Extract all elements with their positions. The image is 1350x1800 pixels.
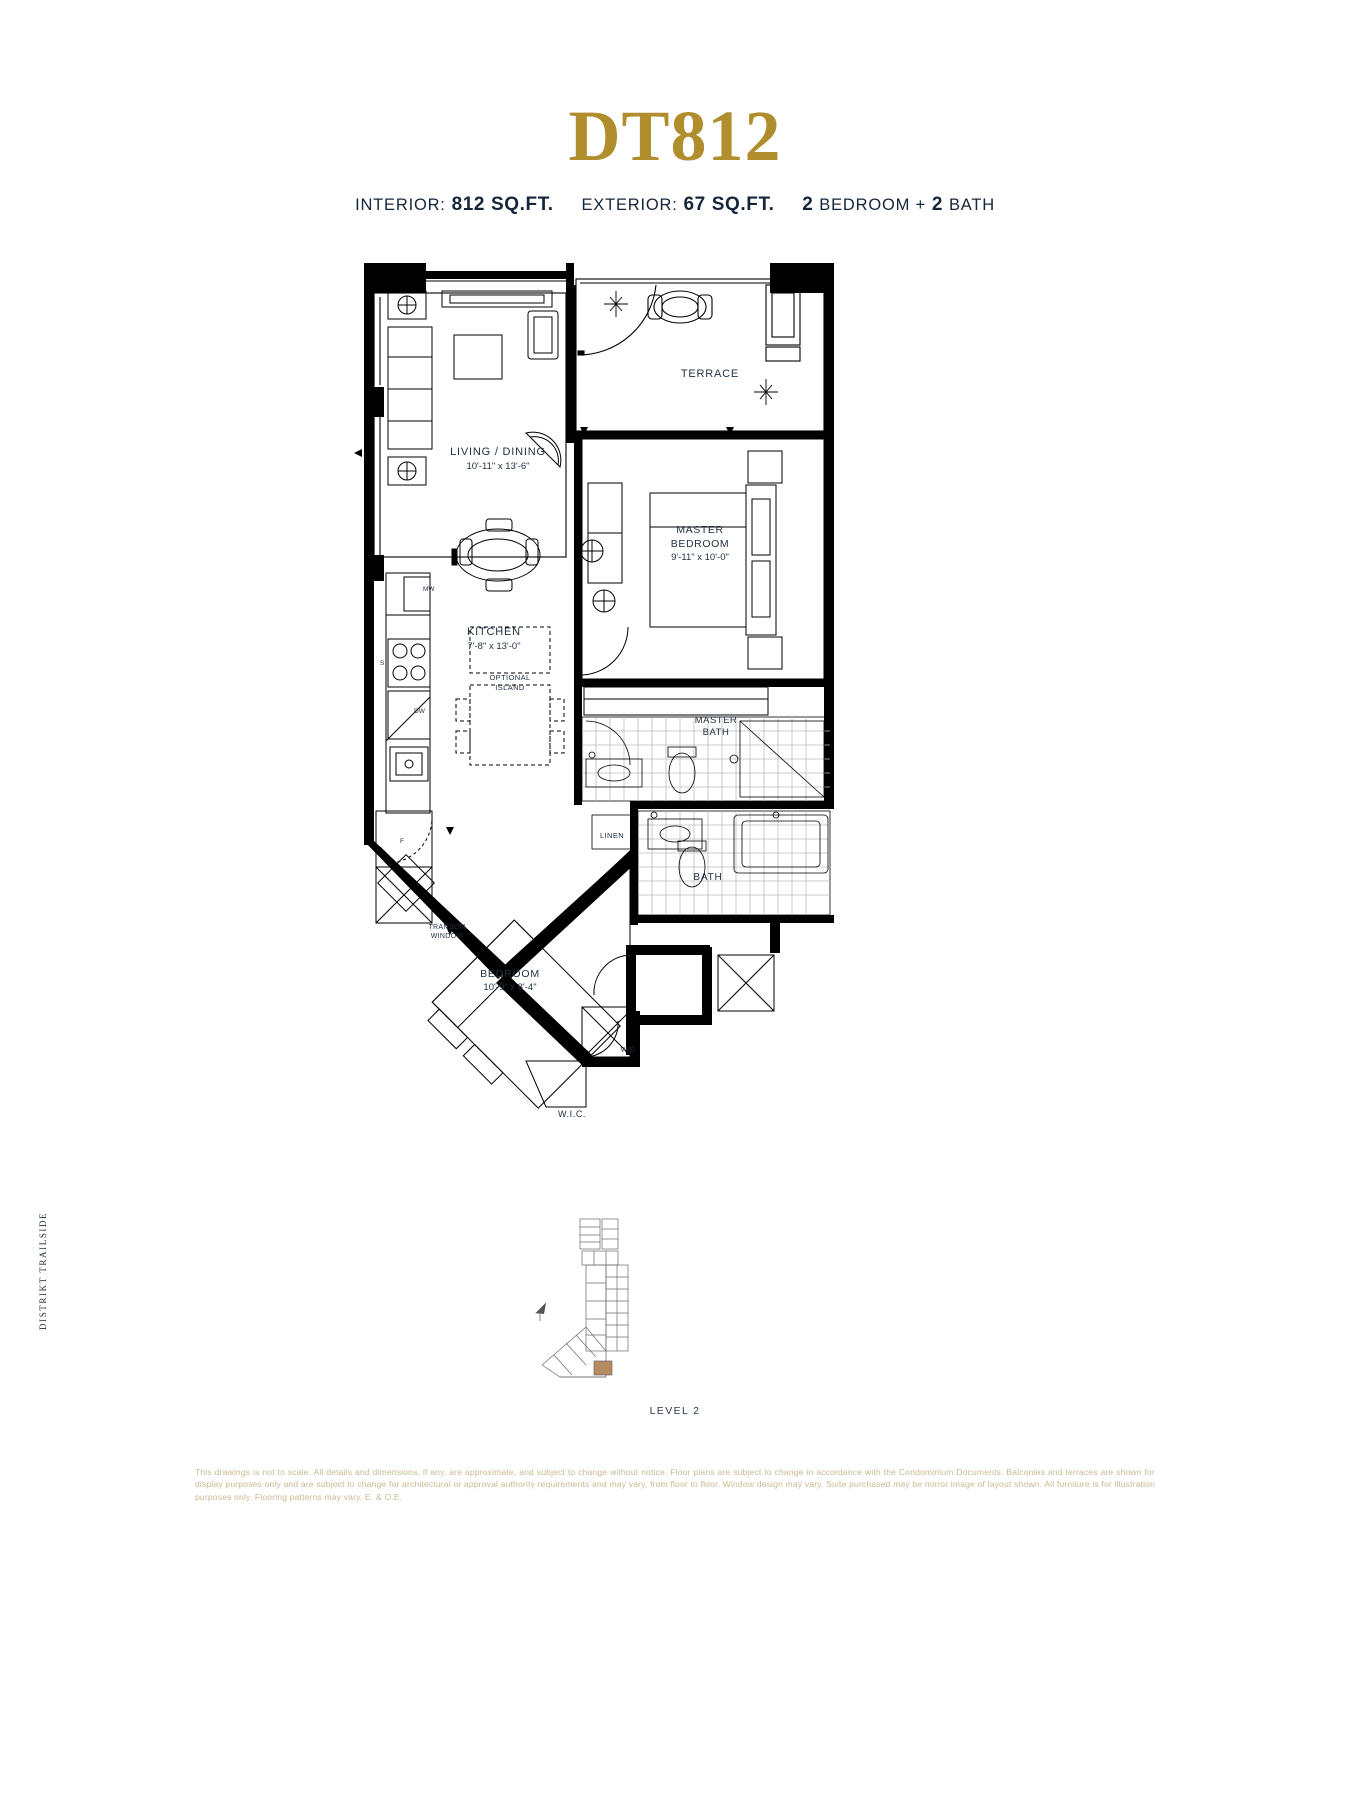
brand-wordmark: DISTRIKT TRAILSIDE	[38, 1211, 48, 1330]
room-dims-bedroom: 10'-9" x 8'-4"	[483, 982, 537, 993]
interior-value: 812 SQ.FT.	[451, 194, 554, 215]
room-label-washer-dryer: W/D	[620, 1047, 636, 1054]
room-label-transom-window: TRANSOM	[428, 924, 466, 931]
interior-label: INTERIOR:	[355, 196, 446, 214]
room-label-master-bedroom-2: BEDROOM	[670, 538, 730, 550]
bath-count: 2	[931, 194, 944, 215]
room-label-master-bedroom: MASTER	[676, 524, 724, 536]
room-label-kitchen: KITCHEN	[467, 626, 521, 638]
page-title: DT812	[568, 96, 782, 176]
key-plan	[520, 1215, 740, 1400]
room-label-optional-island: OPTIONAL	[489, 673, 531, 682]
disclaimer-text: This drawings is not to scale. All details and dimensions, if any, are approximate, and subject to change without notice. Floor plans are subject to change in accordance with the Condominium Documents. Balconies and terraces are shown for display purposes only and are subject to change for architectural or approval authority requirements and may vary, from floor to floor. Window design may vary. Suite purchased may be mirror image of layout shown. All furniture is for illustration purposes only. Flooring patterns may vary. E. & O.E.	[195, 1467, 1155, 1502]
room-dims-living-dining: 10'-11" x 13'-6"	[466, 461, 530, 472]
room-label-terrace: TERRACE	[680, 368, 740, 380]
room-label-master-bath: MASTER	[694, 715, 738, 726]
stove-tag-icon: S	[380, 660, 385, 667]
key-plan-label: LEVEL 2	[649, 1405, 701, 1417]
room-label-master-bath-2: BATH	[702, 727, 730, 738]
bath-label: BATH	[948, 196, 995, 214]
bedroom-count: 2	[802, 194, 814, 215]
room-dims-master-bedroom: 9'-11" x 10'-0"	[671, 552, 729, 563]
fridge-tag-icon: F	[400, 838, 404, 845]
room-label-bedroom: BEDROOM	[480, 968, 540, 980]
room-label-linen: LINEN	[599, 831, 625, 840]
exterior-label: EXTERIOR:	[581, 196, 678, 214]
unit-specs	[0, 194, 1350, 216]
room-label-wic: W.I.C.	[557, 1109, 587, 1119]
room-label-optional-island-2: ISLAND	[495, 683, 525, 692]
microwave-tag-icon: MW	[423, 586, 435, 593]
room-dims-kitchen: 7'-8" x 13'-0"	[467, 641, 521, 652]
dishwasher-tag-icon: DW	[414, 708, 425, 715]
bedroom-label: BEDROOM +	[819, 196, 926, 214]
exterior-value: 67 SQ.FT.	[683, 194, 775, 215]
room-label-living-dining: LIVING / DINING	[450, 446, 546, 458]
room-label-transom-window-2: WINDOW	[430, 933, 464, 940]
room-label-bath: BATH	[693, 872, 723, 883]
floor-plan	[330, 255, 890, 1195]
